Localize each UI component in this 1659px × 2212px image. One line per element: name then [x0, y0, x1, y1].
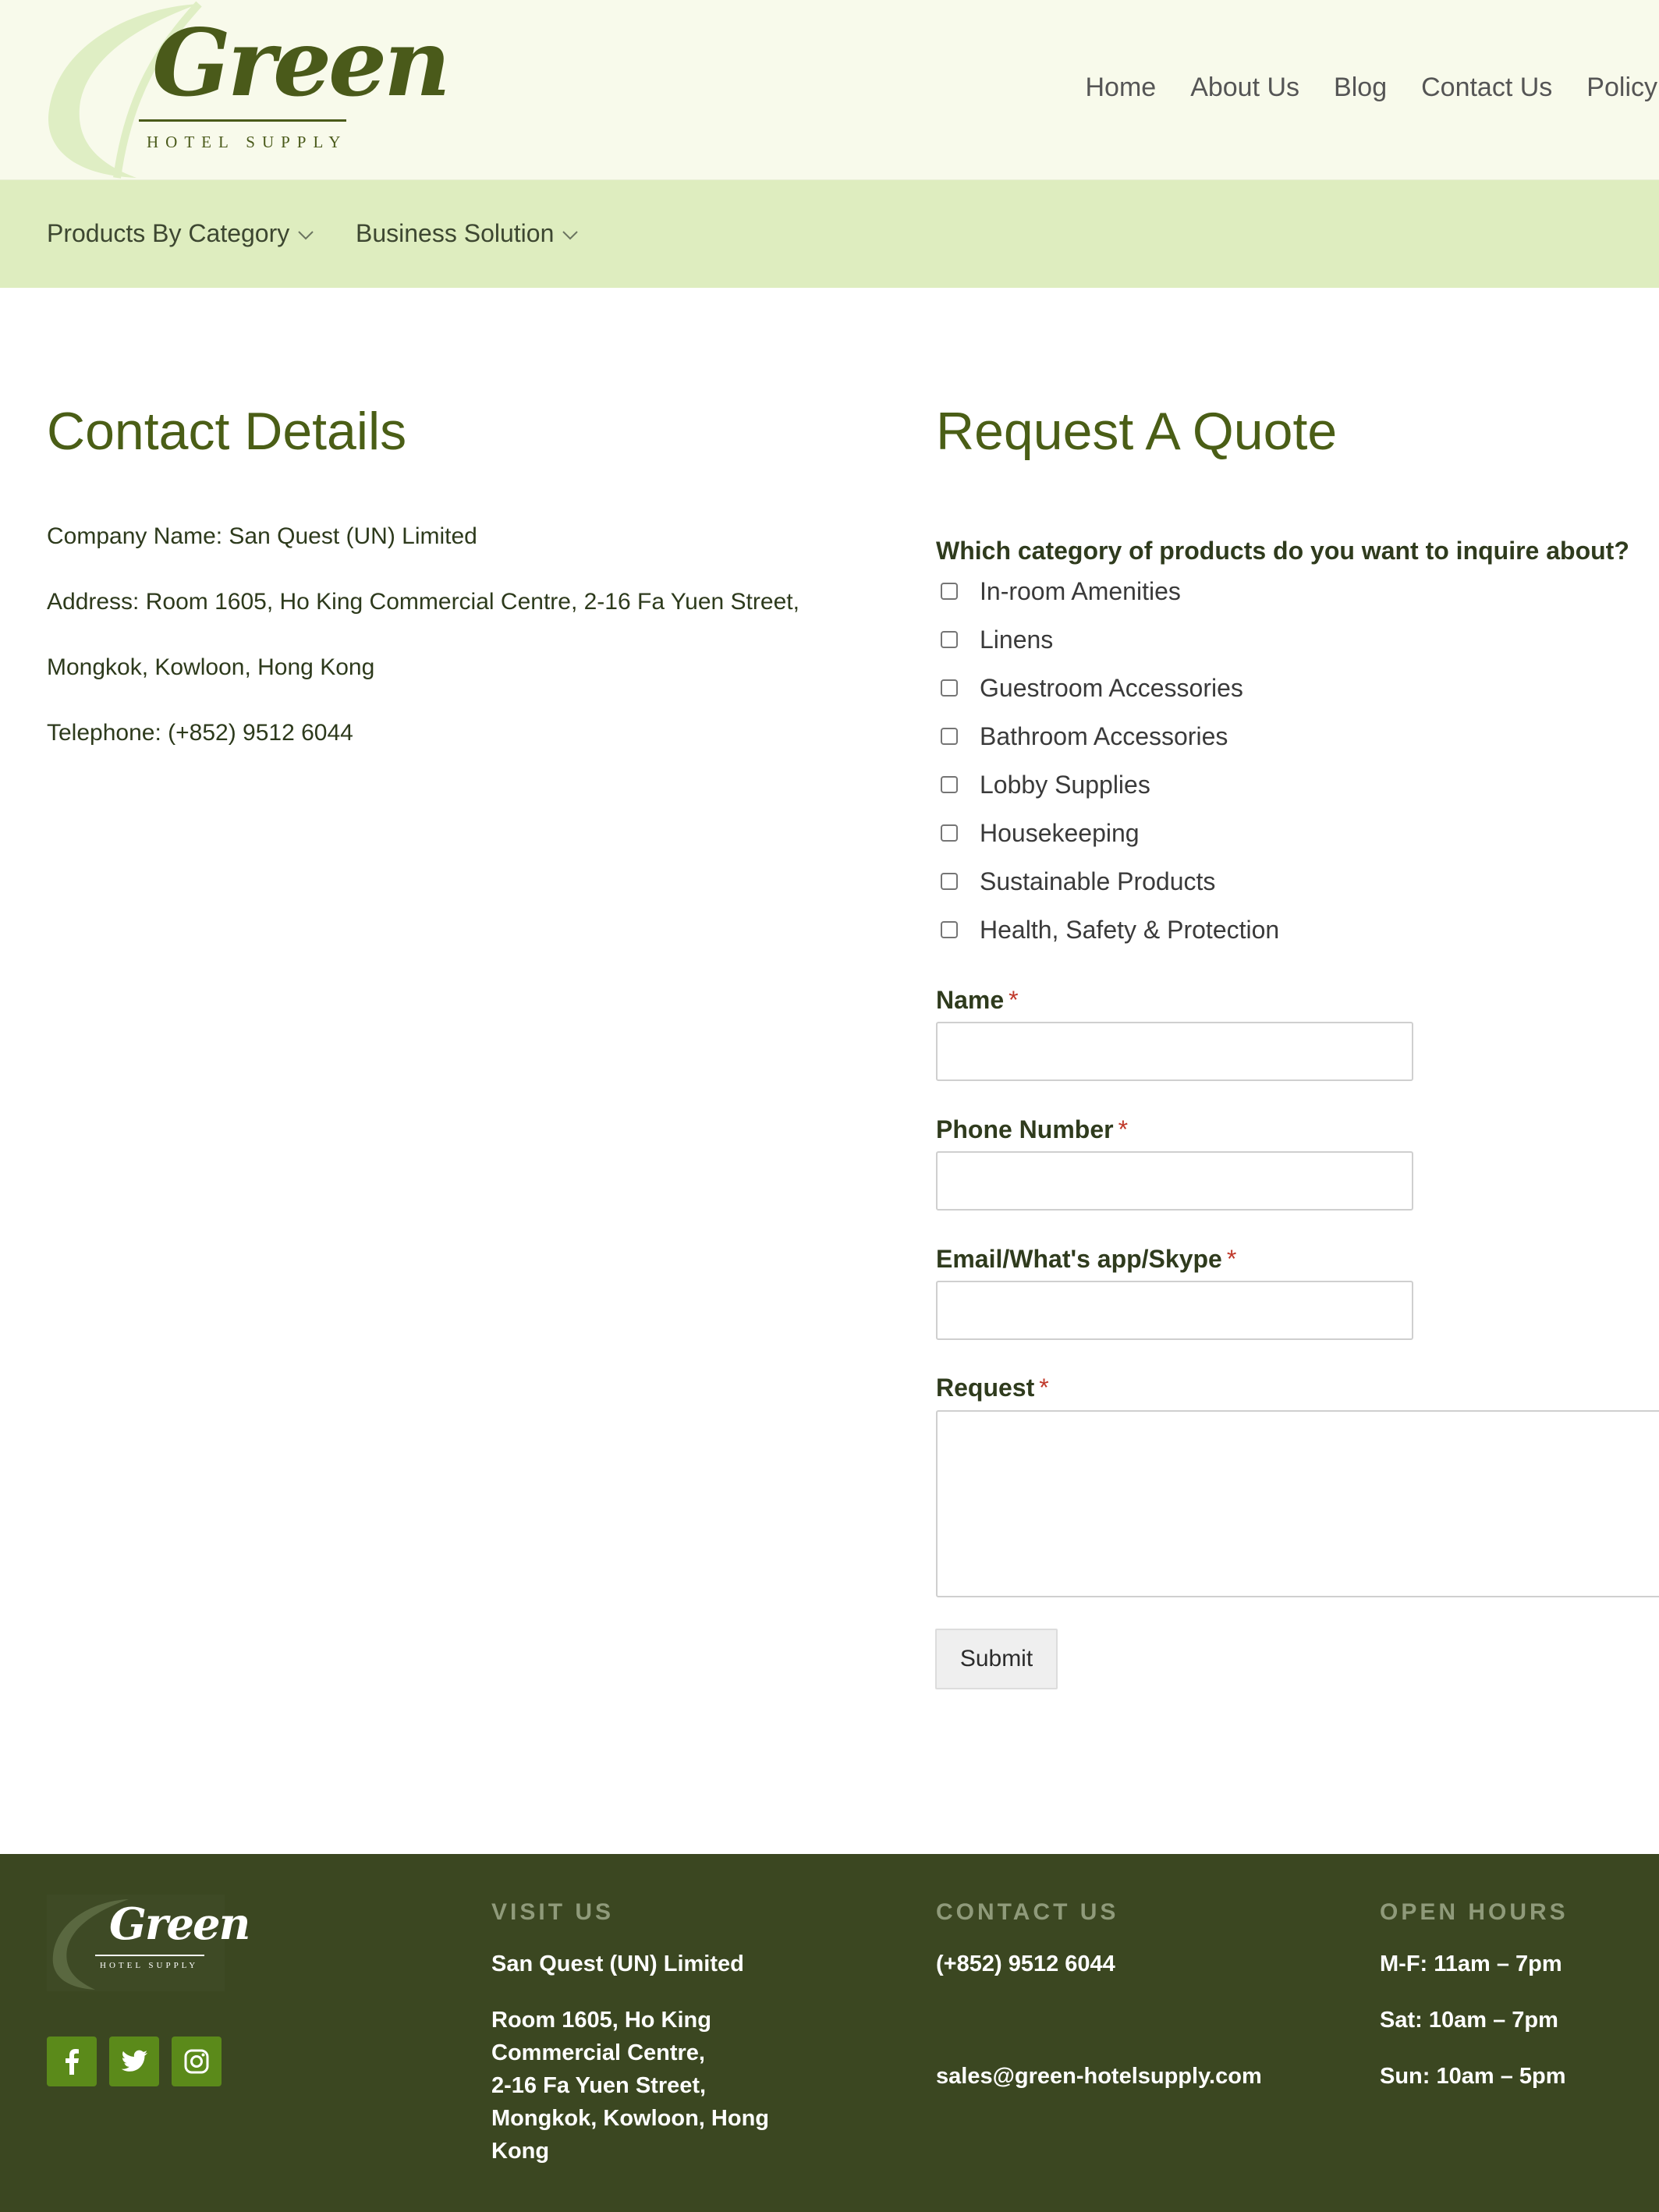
required-marker: * — [1039, 1374, 1049, 1402]
checkbox-linens[interactable] — [941, 624, 1053, 655]
hours-saturday: Sat: 10am – 7pm — [1380, 2008, 1558, 2033]
checkbox-in-room-amenities[interactable] — [941, 576, 1181, 607]
nav-home[interactable]: Home — [1085, 73, 1157, 102]
checkbox-housekeeping[interactable] — [941, 817, 1140, 849]
checkbox-label: Housekeeping — [980, 819, 1140, 847]
checkbox-sustainable-products[interactable] — [941, 866, 1215, 897]
request-label-text: Request — [936, 1374, 1035, 1402]
checkbox-bathroom-accessories[interactable] — [941, 721, 1228, 752]
nav-policy[interactable]: Policy — [1586, 73, 1657, 102]
contact-details-title: Contact Details — [47, 402, 407, 461]
business-solution-label: Business Solution — [356, 219, 555, 247]
business-solution-menu[interactable] — [356, 216, 579, 250]
checkbox[interactable] — [941, 728, 958, 745]
checkbox-label: Bathroom Accessories — [980, 722, 1228, 750]
checkbox-health-safety-protection[interactable] — [941, 914, 1279, 945]
checkbox-lobby-supplies[interactable] — [941, 769, 1150, 800]
hours-sunday: Sun: 10am – 5pm — [1380, 2064, 1566, 2089]
chevron-down-icon — [297, 230, 314, 241]
footer-company-name: San Quest (UN) Limited — [491, 1951, 744, 1976]
checkbox[interactable] — [941, 631, 958, 648]
checkbox-label: Guestroom Accessories — [980, 674, 1243, 702]
category-bar — [0, 180, 1659, 288]
footer-address-line: 2-16 Fa Yuen Street, — [491, 2073, 707, 2098]
main-nav — [1085, 70, 1659, 105]
checkbox[interactable] — [941, 824, 958, 842]
footer-logo-wordmark: Green — [109, 1898, 250, 1950]
address-line-2: Mongkok, Kowloon, Hong Kong — [47, 654, 375, 680]
footer-email[interactable]: sales@green-hotelsupply.com — [936, 2064, 1262, 2089]
products-by-category-menu[interactable] — [47, 216, 314, 250]
request-label — [936, 1372, 1049, 1403]
phone-label-text: Phone Number — [936, 1115, 1114, 1143]
footer-phone[interactable]: (+852) 9512 6044 — [936, 1951, 1115, 1976]
required-marker: * — [1118, 1115, 1129, 1143]
footer-address-line: Mongkok, Kowloon, Hong — [491, 2106, 770, 2131]
footer-logo-subtitle: HOTEL SUPPLY — [100, 1961, 199, 1970]
footer-address-line: Commercial Centre, — [491, 2040, 705, 2065]
nav-blog[interactable]: Blog — [1334, 73, 1388, 102]
nav-contact-us[interactable]: Contact Us — [1421, 73, 1553, 102]
email-label — [936, 1243, 1236, 1274]
logo-wordmark: Green — [152, 9, 448, 117]
contact-us-heading: CONTACT US — [936, 1899, 1119, 1925]
twitter-icon — [120, 2050, 148, 2073]
address-line-1: Address: Room 1605, Ho King Commercial Centre, 2-16 Fa Yuen Street, — [47, 589, 799, 615]
site-header — [0, 0, 1659, 180]
name-label — [936, 984, 1019, 1016]
checkbox-label: Lobby Supplies — [980, 771, 1150, 799]
site-footer — [0, 1854, 1659, 2212]
site-logo[interactable] — [43, 0, 448, 179]
products-by-category-label: Products By Category — [47, 219, 290, 247]
phone-label — [936, 1114, 1128, 1145]
footer-address-line: Room 1605, Ho King — [491, 2008, 711, 2033]
facebook-icon — [60, 2048, 83, 2075]
instagram-link[interactable] — [172, 2037, 222, 2086]
logo-underline — [139, 119, 346, 122]
instagram-icon — [183, 2048, 210, 2075]
name-field[interactable] — [936, 1022, 1413, 1081]
checkbox[interactable] — [941, 921, 958, 938]
telephone-text: Telephone: (+852) 9512 6044 — [47, 720, 353, 746]
checkbox[interactable] — [941, 873, 958, 890]
request-quote-title: Request A Quote — [936, 402, 1338, 461]
checkbox-guestroom-accessories[interactable] — [941, 672, 1243, 704]
checkbox-label: In-room Amenities — [980, 577, 1181, 605]
category-question: Which category of products do you want to inquire about? — [936, 537, 1629, 565]
required-marker: * — [1009, 986, 1019, 1014]
facebook-link[interactable] — [47, 2037, 97, 2086]
company-name-text: Company Name: San Quest (UN) Limited — [47, 523, 477, 549]
checkbox[interactable] — [941, 583, 958, 600]
checkbox-label: Health, Safety & Protection — [980, 916, 1280, 944]
hours-weekday: M-F: 11am – 7pm — [1380, 1951, 1562, 1976]
logo-subtitle: HOTEL SUPPLY — [147, 133, 348, 151]
footer-address-line: Kong — [491, 2139, 550, 2164]
footer-address — [491, 2004, 769, 2168]
email-label-text: Email/What's app/Skype — [936, 1245, 1222, 1273]
chevron-down-icon — [562, 230, 579, 241]
open-hours-heading: OPEN HOURS — [1380, 1899, 1569, 1925]
email-field[interactable] — [936, 1281, 1413, 1340]
checkbox[interactable] — [941, 679, 958, 697]
request-textarea[interactable] — [936, 1410, 1659, 1597]
checkbox[interactable] — [941, 776, 958, 793]
required-marker: * — [1226, 1245, 1237, 1273]
submit-button[interactable]: Submit — [935, 1629, 1058, 1689]
name-label-text: Name — [936, 986, 1005, 1014]
twitter-link[interactable] — [109, 2037, 159, 2086]
footer-logo-underline — [95, 1955, 204, 1956]
nav-about-us[interactable]: About Us — [1190, 73, 1300, 102]
phone-field[interactable] — [936, 1151, 1413, 1211]
checkbox-label: Sustainable Products — [980, 867, 1216, 895]
visit-us-heading: VISIT US — [491, 1899, 615, 1925]
checkbox-label: Linens — [980, 626, 1054, 654]
footer-logo[interactable] — [47, 1895, 250, 1991]
